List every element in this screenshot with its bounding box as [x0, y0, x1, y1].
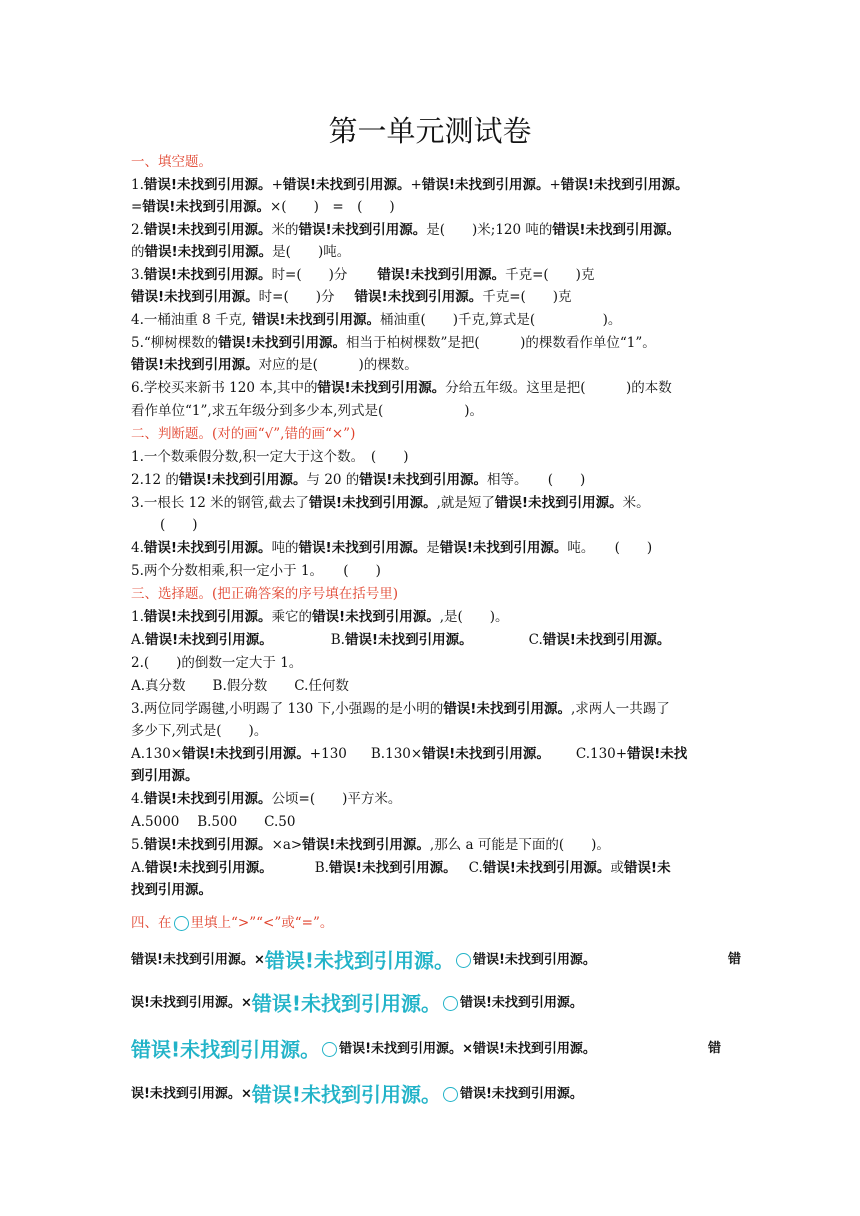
compare-circle-icon	[174, 916, 189, 931]
question-1-3-cont: 错误!未找到引用源。时=( )分 错误!未找到引用源。千克=( )克	[131, 289, 572, 305]
compare-circle-3[interactable]	[322, 1042, 337, 1057]
question-1-6-cont: 看作单位“1”,求五年级分到多少本,列式是( )。	[131, 403, 484, 419]
compare-row-4: 误!未找到引用源。×错误!未找到引用源。 错误!未找到引用源。	[131, 1082, 583, 1107]
question-3-5-options-cont: 找到引用源。	[131, 882, 212, 898]
question-1-3: 3.错误!未找到引用源。时=( )分 错误!未找到引用源。千克=( )克	[131, 267, 595, 283]
question-1-6: 6.学校买来新书 120 本,其中的错误!未找到引用源。分给五年级。这里是把( )的本数	[131, 380, 672, 396]
question-3-2-options: A.真分数 B.假分数 C.任何数	[131, 678, 349, 694]
section-heading-compare: 四、在 里填上“>”“<”或“=”。	[131, 915, 334, 931]
question-1-5: 5.“柳树棵数的错误!未找到引用源。相当于柏树棵数”是把( )的棵数看作单位“1”。	[131, 335, 656, 351]
question-3-2: 2.( )的倒数一定大于 1。	[131, 655, 303, 671]
question-3-5-options: A.错误!未找到引用源。 B.错误!未找到引用源。 C.错误!未找到引用源。或错误!未	[131, 860, 671, 876]
question-2-3-paren: ( )	[160, 517, 198, 533]
question-3-1-options: A.错误!未找到引用源。 B.错误!未找到引用源。 C.错误!未找到引用源。	[131, 632, 671, 648]
question-3-3-options-cont: 到引用源。	[131, 768, 199, 784]
question-3-1: 1.错误!未找到引用源。乘它的错误!未找到引用源。,是( )。	[131, 609, 509, 625]
compare-row-2: 误!未找到引用源。×错误!未找到引用源。 错误!未找到引用源。	[131, 991, 583, 1016]
question-3-4-options: A.5000 B.500 C.50	[131, 814, 296, 830]
question-1-1-cont: =错误!未找到引用源。×( ) = ( )	[131, 199, 395, 215]
compare-circle-4[interactable]	[443, 1087, 458, 1102]
question-1-2: 2.错误!未找到引用源。米的错误!未找到引用源。是( )米;120 吨的错误!未找到引用源。	[131, 222, 681, 238]
question-1-5-cont: 错误!未找到引用源。对应的是( )的棵数。	[131, 357, 418, 373]
page-title: 第一单元测试卷	[328, 114, 532, 148]
question-3-3-cont: 多少下,列式是( )。	[131, 723, 268, 739]
section-heading-true-false: 二、判断题。(对的画“√”,错的画“×”)	[131, 426, 356, 442]
compare-circle-1[interactable]	[456, 953, 471, 968]
question-1-1: 1.错误!未找到引用源。+错误!未找到引用源。+错误!未找到引用源。+错误!未找到引用源。	[131, 177, 689, 193]
question-2-1: 1.一个数乘假分数,积一定大于这个数。 ( )	[131, 449, 409, 465]
compare-circle-2[interactable]	[443, 996, 458, 1011]
section-heading-fill-blank: 一、填空题。	[131, 154, 212, 170]
question-3-3: 3.两位同学踢毽,小明踢了 130 下,小强踢的是小明的错误!未找到引用源。,求两人一共踢了	[131, 701, 670, 717]
question-1-4: 4.一桶油重 8 千克, 错误!未找到引用源。桶油重( )千克,算式是( )。	[131, 312, 622, 328]
question-1-2-cont: 的错误!未找到引用源。是( )吨。	[131, 244, 351, 260]
question-3-4: 4.错误!未找到引用源。公顷=( )平方米。	[131, 791, 402, 807]
compare-row-1: 错误!未找到引用源。×错误!未找到引用源。 错误!未找到引用源。 错	[131, 948, 741, 973]
compare-row-3: 错误!未找到引用源。 错误!未找到引用源。×错误!未找到引用源。 错	[131, 1037, 721, 1062]
question-2-2: 2.12 的错误!未找到引用源。与 20 的错误!未找到引用源。相等。 ( )	[131, 472, 586, 488]
question-2-4: 4.错误!未找到引用源。吨的错误!未找到引用源。是错误!未找到引用源。吨。 ( )	[131, 540, 653, 556]
section-heading-multiple-choice: 三、选择题。(把正确答案的序号填在括号里)	[131, 586, 399, 602]
question-3-5: 5.错误!未找到引用源。×a>错误!未找到引用源。,那么 a 可能是下面的( )。	[131, 837, 610, 853]
question-3-3-options: A.130×错误!未找到引用源。+130 B.130×错误!未找到引用源。 C.130+错误!未找	[131, 746, 688, 762]
question-2-5: 5.两个分数相乘,积一定小于 1。 ( )	[131, 563, 381, 579]
question-2-3: 3.一根长 12 米的钢管,截去了错误!未找到引用源。,就是短了错误!未找到引用源。米。	[131, 495, 650, 511]
